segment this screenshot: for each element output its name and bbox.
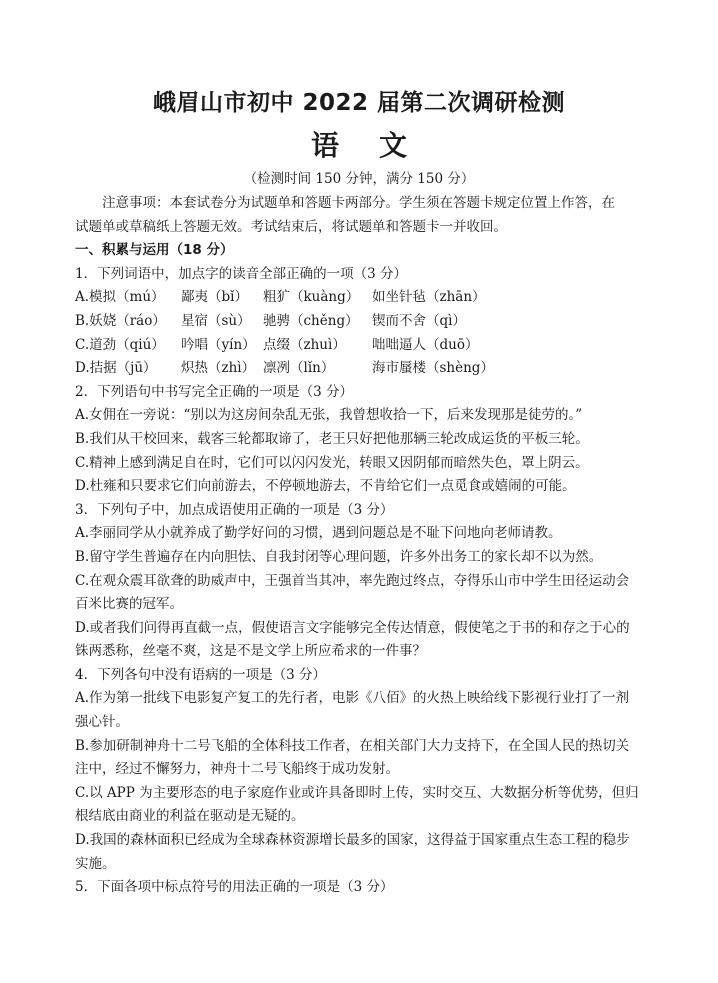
subject-title: 语文	[310, 129, 447, 162]
option-item: 点缀（zhuì）	[263, 336, 346, 353]
option-line: C.精神上感到满足自在时，它们可以闪闪发光，转眼又因阴郁而暗然失色，罩上阴云。	[75, 454, 589, 471]
option-row	[75, 310, 651, 334]
option-line: D.杜雍和只要求它们向前游去，不停顿地游去，不肯给它们一点觅食或嬉闹的可能。	[75, 478, 576, 495]
option-line: C.在观众震耳欲聋的助威声中，王强首当其冲，率先跑过终点，夺得乐山市中学生田径运动会	[75, 572, 630, 589]
option-item: 锲而不舍（qì）	[372, 312, 466, 329]
question-stem: 2．下列语句中书写完全正确的一项是（3 分）	[75, 383, 353, 400]
option-item: C.道劲（qiú）	[75, 336, 165, 353]
section-heading: 一、积累与运用（18 分）	[75, 242, 234, 259]
question-stem: 3．下列句子中，加点成语使用正确的一项是（3 分）	[75, 501, 394, 518]
question-stem: 4．下列各句中没有语病的一项是（3 分）	[75, 666, 326, 683]
option-line: A.李丽同学从小就养成了勤学好问的习惯，遇到问题总是不耻下问地向老师请教。	[75, 525, 562, 542]
option-item: 粗犷（kuàng）	[263, 289, 360, 306]
option-row	[75, 357, 651, 381]
option-line: B.参加研制神舟十二号飞船的全体科技工作者，在相关部门大力支持下，在全国人民的热切关	[75, 737, 630, 754]
option-item: 吟唱（yín）	[181, 336, 256, 353]
option-item: A.模拟（mú）	[75, 289, 165, 306]
option-line-cont: 铢两悉称，丝毫不爽，这是不是文学上所应希求的一件事？	[75, 643, 426, 660]
option-line: B.留守学生普遍存在内向胆怯、自我封闭等心理问题，许多外出务工的家长却不以为然。	[75, 548, 603, 565]
option-line-cont: 实施。	[75, 855, 116, 872]
option-line-cont: 强心针。	[75, 714, 129, 731]
exam-content	[75, 192, 651, 900]
option-item: 星宿（sù）	[181, 312, 251, 329]
option-line: C.以 APP 为主要形态的电子家庭作业或许具备即时上传，实时交互、大数据分析等优势，但归	[75, 784, 639, 801]
option-line: B.我们从干校回来，载客三轮都取谛了，老王只好把他那辆三轮改成运货的平板三轮。	[75, 430, 589, 447]
option-item: B.妖娆（ráo）	[75, 312, 166, 329]
option-line: D.我国的森林面积已经成为全球森林资源增长最多的国家，这得益于国家重点生态工程的稳步	[75, 832, 630, 849]
option-line: D.或者我们问得再直截一点，假使语言文字能够完全传达情意，假使笔之于书的和存之于心的	[75, 619, 630, 636]
option-line: A.女佣在一旁说：“别以为这房间杂乱无张，我曾想收拾一下，后来发现那是徒劳的。”	[75, 407, 583, 424]
option-row	[75, 334, 651, 358]
notice-line: 注意事项：本套试卷分为试题单和答题卡两部分。学生须在答题卡规定位置上作答，在	[102, 195, 615, 211]
option-item: D.拮据（jū）	[75, 360, 157, 377]
question-stem: 1．下列词语中，加点字的读音全部正确的一项（3 分）	[75, 265, 407, 282]
exam-info: （检测时间 150 分钟，满分 150 分）	[243, 171, 475, 187]
option-line-cont: 百米比赛的冠军。	[75, 596, 183, 613]
option-row	[75, 286, 651, 310]
option-item: 炽热（zhì）	[181, 360, 256, 377]
exam-title: 峨眉山市初中 2022 届第二次调研检测	[152, 90, 566, 116]
option-line: A.作为第一批线下电影复产复工的先行者，电影《八佰》的火热上映给线下影视行业打了一剂	[75, 690, 630, 707]
option-line-cont: 根结底由商业的利益在驱动是无疑的。	[75, 808, 305, 825]
option-item: 海市蜃楼（shèng）	[372, 360, 494, 377]
option-item: 凛冽（lǐn）	[263, 360, 335, 377]
option-item: 咄咄逼人（duō）	[372, 336, 479, 353]
question-stem: 5．下面各项中标点符号的用法正确的一项是（3 分）	[75, 879, 394, 896]
option-line-cont: 注中，经过不懈努力，神舟十二号飞船终于成功发射。	[75, 761, 399, 778]
option-item: 驰骋（chěng）	[263, 312, 359, 329]
option-item: 如坐针毡（zhān）	[372, 289, 486, 306]
option-item: 鄙夷（bǐ）	[181, 289, 248, 306]
notice-line: 试题单或草稿纸上答题无效。考试结束后，将试题单和答题卡一并收回。	[75, 218, 507, 235]
